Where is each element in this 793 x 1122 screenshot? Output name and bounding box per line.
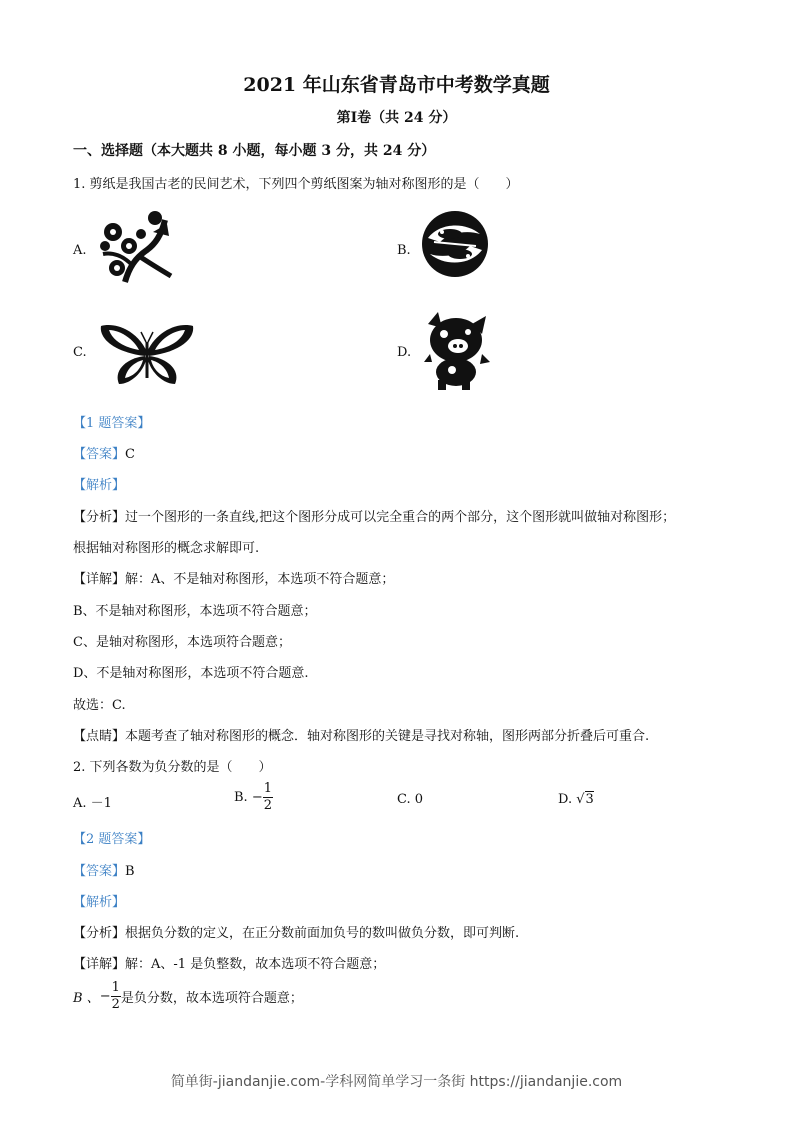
q1-fenxi-line-2: 根据轴对称图形的概念求解即可.	[73, 541, 260, 556]
q1-option-c-label: C.	[73, 345, 87, 360]
xiangjie-tag: 【详解】	[73, 957, 126, 972]
q2-xiangjie-line-1	[73, 953, 385, 972]
section-heading: 一、选择题（本大题共 8 小题，每小题 3 分，共 24 分）	[73, 143, 436, 159]
q1-xiangjie-line-1	[73, 568, 394, 587]
xiangjie-text: 解：A、不是轴对称图形，本选项不符合题意；	[125, 572, 395, 587]
page-footer: 简单街-jiandanjie.com-学科网简单学习一条街 https://jiandanjie.com	[170, 1074, 623, 1090]
twin-fish-papercut-icon	[420, 208, 490, 280]
q2-option-b-sign: −	[251, 790, 263, 805]
q1-dianjing-line	[73, 725, 649, 744]
dianjing-tag: 【点睛】	[73, 729, 126, 744]
xiangjie-tag: 【详解】	[73, 572, 126, 587]
q1-answer-heading: 【1 题答案】	[73, 416, 151, 431]
question-2-stem: 2. 下列各数为负分数的是（ ）	[73, 760, 272, 775]
q1-line-d: D、不是轴对称图形，本选项不符合题意.	[73, 666, 309, 681]
fraction-denominator: 2	[263, 798, 273, 813]
q1-option-a-label: A.	[73, 243, 87, 258]
q2-line-b	[73, 980, 303, 1013]
q1-answer-line	[73, 443, 135, 462]
q2-answer-line	[73, 860, 135, 879]
q2-line-b-sign: −	[99, 989, 111, 1004]
q1-analysis-heading: 【解析】	[73, 478, 126, 493]
q2-answer-value: B	[125, 864, 135, 879]
sqrt-sign: √	[576, 792, 585, 807]
fenxi-text: 根据负分数的定义，在正分数前面加负号的数叫做负分数，即可判断.	[125, 926, 520, 941]
q2-fenxi-line	[73, 922, 519, 941]
q2-option-c: C. 0	[397, 792, 424, 807]
q2-option-d-label: D.	[558, 792, 573, 807]
q2-analysis-heading: 【解析】	[73, 895, 126, 910]
fenxi-tag: 【分析】	[73, 510, 126, 525]
pig-papercut-icon	[422, 310, 494, 392]
q1-line-c: C、是轴对称图形，本选项符合题意；	[73, 635, 291, 650]
xiangjie-text: 解：A、-1 是负整数，故本选项不符合题意；	[125, 957, 386, 972]
q2-option-d	[558, 792, 594, 807]
paper-part-title: 第Ⅰ卷（共 24 分）	[336, 110, 457, 126]
q1-choose: 故选：C.	[73, 698, 126, 713]
q2-line-b-label: B 、	[73, 991, 100, 1006]
fraction-numerator: 1	[263, 781, 273, 796]
dianjing-text: 本题考查了轴对称图形的概念．轴对称图形的关键是寻找对称轴，图形两部分折叠后可重合.	[125, 729, 650, 744]
sqrt-expression	[576, 791, 594, 807]
q2-option-b-label: B.	[234, 790, 248, 805]
answer-tag: 【答案】	[73, 447, 126, 462]
fenxi-tag: 【分析】	[73, 926, 126, 941]
q1-answer-value: C	[125, 447, 135, 462]
radicand: 3	[585, 792, 594, 807]
q2-option-a: A. －1	[73, 796, 112, 811]
question-1-stem: 1. 剪纸是我国古老的民间艺术，下列四个剪纸图案为轴对称图形的是（ ）	[73, 177, 519, 192]
q2-line-b-text: 是负分数，故本选项符合题意；	[120, 991, 303, 1006]
q1-line-b: B、不是轴对称图形，本选项不符合题意；	[73, 604, 317, 619]
q1-option-b-label: B.	[397, 243, 411, 258]
fraction-denominator: 2	[111, 997, 120, 1012]
q2-option-b	[234, 781, 273, 814]
q2-option-b-fraction	[263, 781, 273, 814]
q1-fenxi-line-1	[73, 506, 675, 525]
q2-line-b-fraction	[111, 980, 121, 1013]
fenxi-text: 过一个图形的一条直线,把这个图形分成可以完全重合的两个部分，这个图形就叫做轴对称图形；	[125, 510, 676, 525]
q1-option-d-label: D.	[397, 345, 412, 360]
butterfly-papercut-icon	[97, 322, 197, 388]
fraction-numerator: 1	[111, 980, 120, 995]
answer-tag: 【答案】	[73, 864, 126, 879]
page-title: 2021 年山东省青岛市中考数学真题	[243, 74, 550, 96]
q2-answer-heading: 【2 题答案】	[73, 832, 151, 847]
plum-blossom-papercut-icon	[95, 210, 175, 286]
